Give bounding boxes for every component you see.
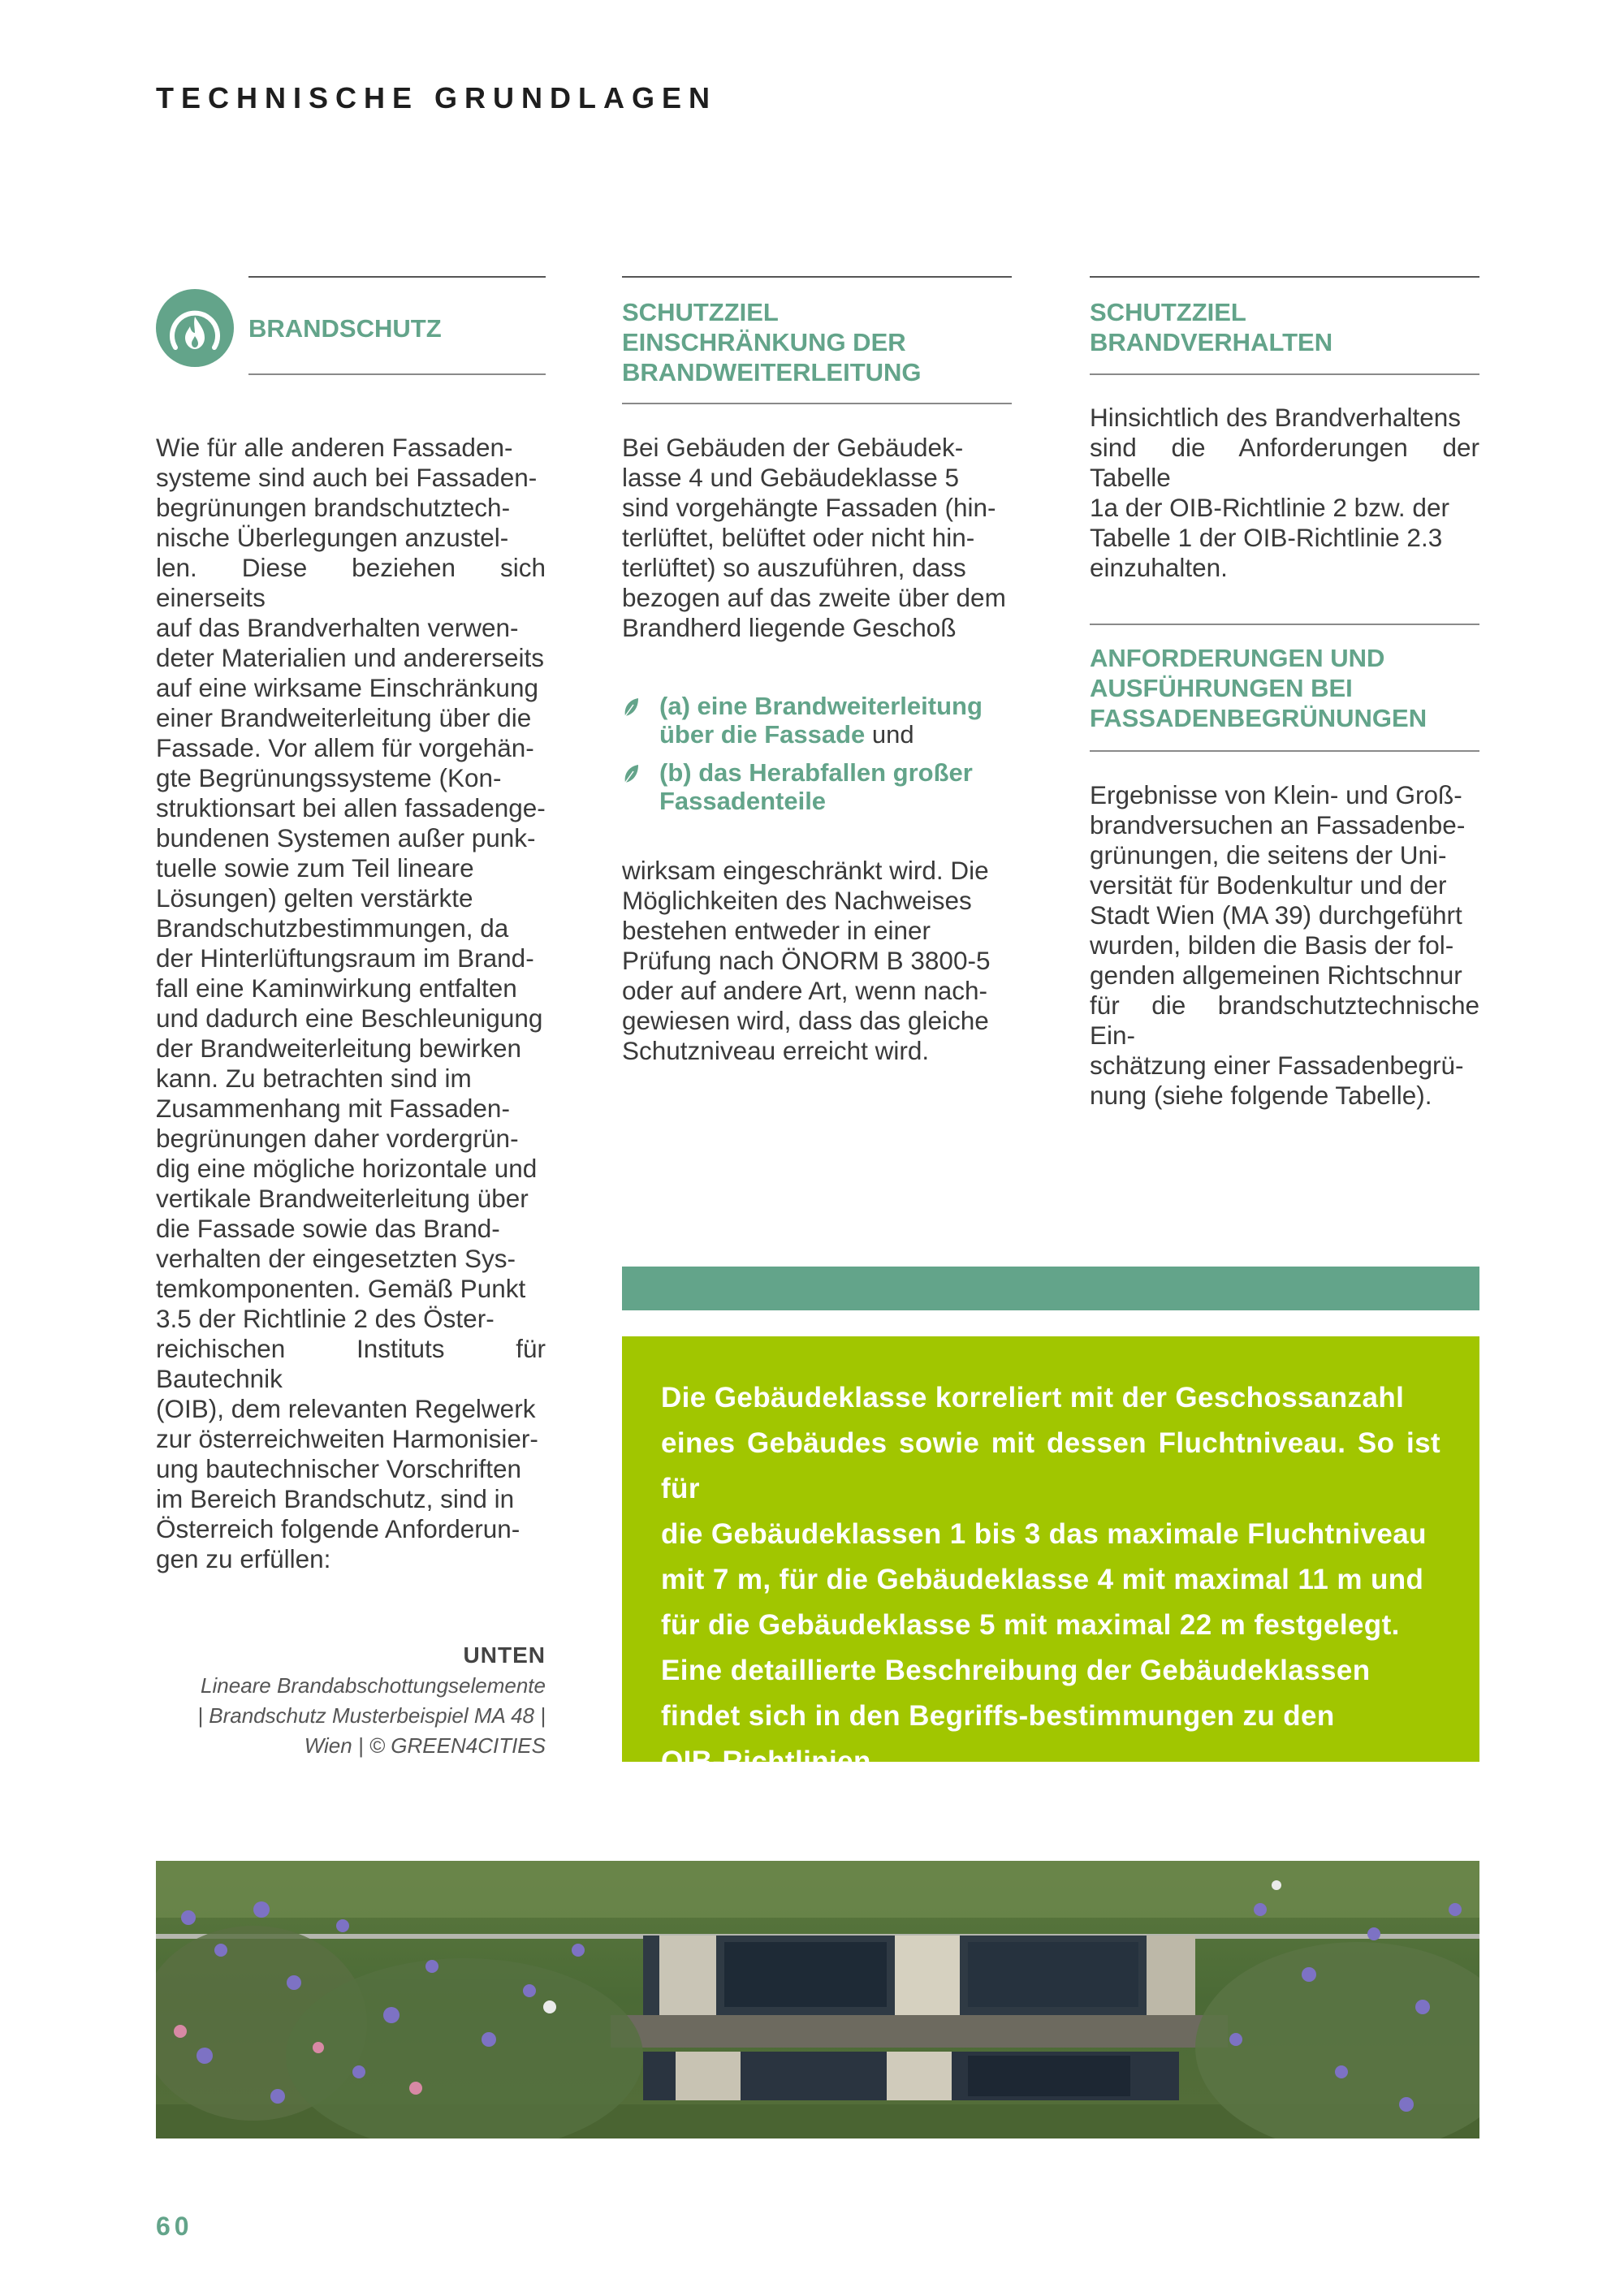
col3-top-rule — [1090, 276, 1479, 278]
callout-line: Die Gebäudeklasse korreliert mit der Geschossanzahl — [661, 1382, 1405, 1413]
col2-outro-line: gewiesen wird, dass das gleiche — [622, 1006, 989, 1035]
col2-outro-line: Schutzniveau erreicht wird. — [622, 1036, 930, 1065]
col1-line: Brandschutzbestimmungen, da — [156, 913, 509, 943]
col1-line: der Hinterlüftungsraum im Brand- — [156, 943, 534, 973]
col1-line: kann. Zu betrachten sind im — [156, 1064, 472, 1093]
col1-line: begrünungen brandschutztech- — [156, 493, 511, 522]
bullet-item — [622, 692, 1012, 749]
bullet-list — [622, 692, 1012, 825]
col3-para1-line: einzuhalten. — [1090, 553, 1228, 582]
col2-heading-line: EINSCHRÄNKUNG DER — [622, 328, 906, 356]
col1-line: und dadurch eine Beschleunigung — [156, 1003, 543, 1033]
col3-rule-3 — [1090, 750, 1479, 752]
col3-heading-2 — [1090, 643, 1479, 733]
col3-heading-line: BRANDVERHALTEN — [1090, 328, 1333, 356]
col1-line: auf eine wirksame Einschränkung — [156, 673, 538, 702]
col1-line: ung bautechnischer Vorschriften — [156, 1454, 522, 1483]
col2-top-rule — [622, 276, 1012, 278]
col1-line: reichischen Instituts für Bautechnik — [156, 1334, 546, 1393]
col1-line: Österreich folgende Anforderun- — [156, 1514, 520, 1543]
callout-line: OIB-Richtlinien. — [661, 1746, 879, 1777]
col3-para1-line: Hinsichtlich des Brandverhaltens — [1090, 403, 1461, 432]
col2-heading-line: BRANDWEITERLEITUNG — [622, 358, 922, 386]
col1-line: zur österreichweiten Harmonisier- — [156, 1424, 538, 1453]
col1-line: vertikale Brandweiterleitung über — [156, 1184, 529, 1213]
col1-line: temkomponenten. Gemäß Punkt — [156, 1274, 526, 1303]
col1-line: Wie für alle anderen Fassaden- — [156, 433, 513, 462]
col2-intro-line: bezogen auf das zweite über dem — [622, 583, 1006, 612]
col1-line: tuelle sowie zum Teil lineare — [156, 853, 474, 883]
col2-intro — [622, 433, 1012, 643]
col3-para2-line: nung (siehe folgende Tabelle). — [1090, 1081, 1432, 1110]
col3-para2-line: Ergebnisse von Klein- und Groß- — [1090, 780, 1462, 809]
col3-heading2-line: AUSFÜHRUNGEN BEI — [1090, 674, 1353, 702]
col1-top-rule — [248, 276, 546, 278]
callout-line: eines Gebäudes sowie mit dessen Fluchtniveau. So ist für — [661, 1427, 1440, 1504]
col1-line: Zusammenhang mit Fassaden- — [156, 1094, 510, 1123]
col1-line: auf das Brandverhalten verwen- — [156, 613, 519, 642]
callout-line: für die Gebäudeklasse 5 mit maximal 22 m festgelegt. — [661, 1609, 1400, 1641]
col2-intro-line: lasse 4 und Gebäudeklasse 5 — [622, 463, 960, 492]
callout-line: Eine detaillierte Beschreibung der Gebäudeklassen — [661, 1655, 1371, 1686]
col1-line: gte Begrünungssysteme (Kon- — [156, 763, 502, 792]
caption-label: UNTEN — [463, 1642, 546, 1668]
col1-line: 3.5 der Richtlinie 2 des Öster- — [156, 1304, 495, 1333]
col3-para2-line: grünungen, die seitens der Uni- — [1090, 840, 1447, 870]
col2-intro-line: terlüftet, belüftet oder nicht hin- — [622, 523, 975, 552]
col1-line: die Fassade sowie das Brand- — [156, 1214, 500, 1243]
col3-para2-line: für die brandschutztechnische Ein- — [1090, 990, 1479, 1050]
col1-line: Fassade. Vor allem für vorgehän- — [156, 733, 534, 762]
photo-illustration — [156, 1861, 1479, 2138]
col1-line: len. Diese beziehen sich einerseits — [156, 553, 546, 612]
col3-heading-line: SCHUTZZIEL — [1090, 298, 1246, 326]
callout-text — [661, 1375, 1440, 1785]
col3-heading2-line: ANFORDERUNGEN UND — [1090, 644, 1385, 672]
col1-line: struktionsart bei allen fassadenge- — [156, 793, 546, 822]
caption-line: | Brandschutz Musterbeispiel MA 48 | — [197, 1703, 546, 1728]
col3-heading-1 — [1090, 297, 1479, 357]
col2-heading-line: SCHUTZZIEL — [622, 298, 779, 326]
col1-line: fall eine Kaminwirkung entfalten — [156, 973, 517, 1003]
col1-line: der Brandweiterleitung bewirken — [156, 1034, 521, 1063]
bullet-a-line: über die Fassade — [659, 720, 866, 749]
col1-line: gen zu erfüllen: — [156, 1544, 331, 1573]
col3-para-2 — [1090, 780, 1479, 1111]
col1-line: bundenen Systemen außer punk- — [156, 823, 536, 852]
col2-outro — [622, 856, 1012, 1066]
col1-line: im Bereich Brandschutz, sind in — [156, 1484, 515, 1513]
running-header: TECHNISCHE GRUNDLAGEN — [156, 81, 718, 114]
col1-line: verhalten der eingesetzten Sys- — [156, 1244, 516, 1273]
photo-caption — [156, 1640, 546, 1761]
bullet-b-line: Fassadenteile — [659, 787, 827, 815]
col1-line: einer Brandweiterleitung über die — [156, 703, 532, 732]
col1-line: systeme sind auch bei Fassaden- — [156, 463, 538, 492]
col3-rule-2 — [1090, 624, 1479, 625]
caption-line: Lineare Brandabschottungselemente — [201, 1673, 546, 1698]
callout-line: mit 7 m, für die Gebäudeklasse 4 mit maximal 11 m und — [661, 1564, 1424, 1595]
leaf-icon — [622, 763, 640, 784]
col3-para1-line: sind die Anforderungen der Tabelle — [1090, 433, 1479, 492]
col2-outro-line: Möglichkeiten des Nachweises — [622, 886, 972, 915]
col2-outro-line: wirksam eingeschränkt wird. Die — [622, 856, 989, 885]
col1-heading: BRANDSCHUTZ — [248, 314, 442, 343]
col1-line: deter Materialien und andererseits — [156, 643, 545, 672]
col2-intro-line: Brandherd liegende Geschoß — [622, 613, 957, 642]
callout-line: die Gebäudeklassen 1 bis 3 das maximale Fluchtniveau — [661, 1518, 1427, 1550]
col1-body — [156, 433, 546, 1574]
col3-para-1 — [1090, 403, 1479, 583]
col3-para2-line: genden allgemeinen Richtschnur — [1090, 960, 1462, 990]
col3-para2-line: versität für Bodenkultur und der — [1090, 870, 1447, 900]
bullet-a-line: (a) eine Brandweiterleitung — [659, 692, 983, 720]
info-callout-box — [622, 1336, 1479, 1777]
col2-outro-line: Prüfung nach ÖNORM B 3800-5 — [622, 946, 991, 975]
col3-para2-line: wurden, bilden die Basis der fol- — [1090, 930, 1454, 960]
col2-outro-line: oder auf andere Art, wenn nach- — [622, 976, 988, 1005]
callout-line: findet sich in den Begriffs-bestimmungen zu den — [661, 1700, 1335, 1732]
col2-bottom-rule — [622, 403, 1012, 404]
col3-para1-line: 1a der OIB-Richtlinie 2 bzw. der — [1090, 493, 1449, 522]
page-number: 60 — [156, 2212, 193, 2241]
fire-icon — [156, 289, 234, 367]
col2-heading — [622, 297, 1012, 387]
col1-line: nische Überlegungen anzustel- — [156, 523, 509, 552]
col1-line: dig eine mögliche horizontale und — [156, 1154, 538, 1183]
col3-mid-rule — [1090, 373, 1479, 375]
col1-bottom-rule — [248, 373, 546, 375]
col3-para2-line: schätzung einer Fassadenbegrü- — [1090, 1051, 1464, 1080]
col2-outro-line: bestehen entweder in einer — [622, 916, 931, 945]
facade-photo — [156, 1861, 1479, 2138]
teal-accent-bar — [622, 1267, 1479, 1310]
leaf-icon — [622, 697, 640, 718]
col3-heading2-line: FASSADENBEGRÜNUNGEN — [1090, 704, 1427, 732]
bullet-b-line: (b) das Herabfallen großer — [659, 758, 973, 787]
col2-intro-line: terlüftet) so auszuführen, dass — [622, 553, 966, 582]
bullet-item — [622, 758, 1012, 815]
col3-para2-line: Stadt Wien (MA 39) durchgeführt — [1090, 900, 1462, 930]
col2-intro-line: sind vorgehängte Fassaden (hin- — [622, 493, 996, 522]
bullet-a-suffix: und — [865, 720, 914, 749]
col1-line: begrünungen daher vordergrün- — [156, 1124, 519, 1153]
col2-intro-line: Bei Gebäuden der Gebäudek- — [622, 433, 964, 462]
col3-para1-line: Tabelle 1 der OIB-Richtlinie 2.3 — [1090, 523, 1443, 552]
caption-line: Wien | © GREEN4CITIES — [304, 1733, 546, 1758]
col1-line: (OIB), dem relevanten Regelwerk — [156, 1394, 536, 1423]
col3-para2-line: brandversuchen an Fassadenbe- — [1090, 810, 1466, 839]
col1-line: Lösungen) gelten verstärkte — [156, 883, 473, 913]
